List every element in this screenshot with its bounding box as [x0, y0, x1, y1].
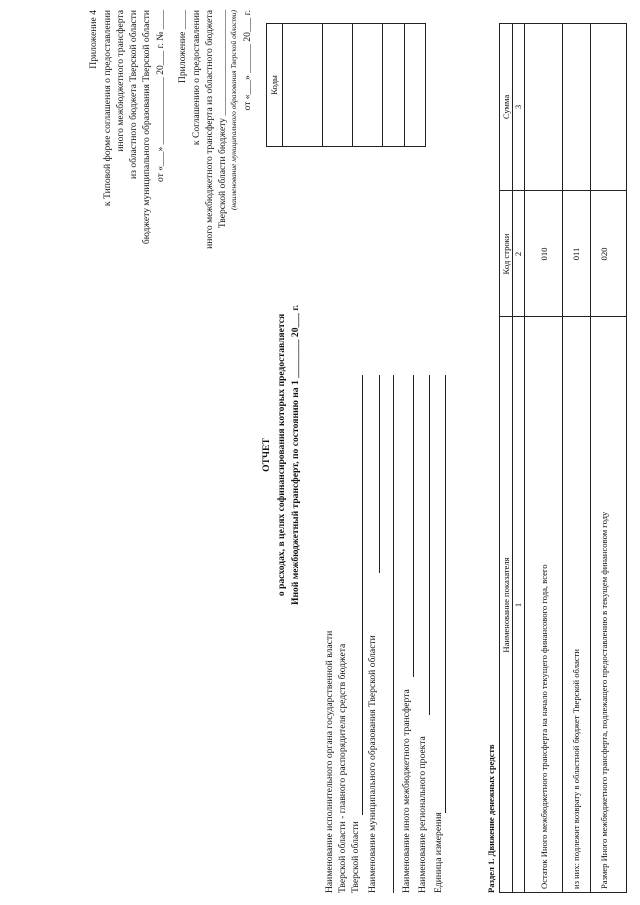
appendix-4-line: к Типовой форме соглашения о предоставлении	[102, 10, 113, 207]
report-date-line: Иной межбюджетный трансферт, по состоянию на 1 ________ 20___ г.	[290, 305, 301, 605]
project-label: Наименование регионального проекта	[417, 736, 428, 893]
column-number: 1	[513, 602, 523, 608]
municipality-fill-line	[379, 375, 380, 573]
table-row-divider	[524, 23, 525, 893]
unit-label: Единица измерения	[433, 812, 444, 893]
codes-divider	[322, 23, 323, 147]
row-code: 011	[571, 247, 581, 261]
report-subtitle: о расходах, в целях софинансирования которых предоставляется	[276, 313, 287, 597]
appendix-4-number: Приложение 4	[88, 10, 99, 69]
row-name: из них: подлежит возврату в областной бюджет Тверской области	[571, 649, 581, 889]
municipality-label: Наименование муниципального образования Тверской области	[367, 635, 378, 893]
row-code: 020	[599, 247, 609, 261]
table-row-divider	[562, 23, 563, 893]
table-row-divider	[512, 23, 513, 893]
report-title: ОТЧЕТ	[261, 438, 272, 472]
transfer-label: Наименование иного межбюджетного трансферта	[401, 689, 412, 893]
appendix-4-line: бюджету муниципального образования Тверской области	[141, 10, 152, 245]
appendix-date: от «___» ______ 20___ г.	[242, 10, 253, 111]
column-header-sum: Сумма	[501, 94, 511, 120]
appendix-line: к Соглашению о предоставлении	[191, 10, 202, 146]
appendix-caption: (наименование муниципального образования Тверской области)	[229, 10, 238, 211]
section-1-title: Раздел 1. Движение денежных средств	[486, 744, 496, 893]
project-fill-line	[429, 375, 430, 715]
codes-header: Коды	[269, 75, 279, 95]
authority-label: Тверской области - главного распорядителя средств бюджета	[337, 643, 348, 893]
codes-divider	[282, 23, 283, 147]
row-code: 010	[539, 247, 549, 261]
authority-label: Тверской области	[350, 821, 361, 893]
appendix-4-line: из областного бюджета Тверской области	[128, 10, 139, 179]
column-header-name: Наименование показателя	[501, 557, 511, 653]
municipality-fill-line	[393, 375, 394, 893]
table-row-divider	[590, 23, 591, 893]
column-header-code: Код строки	[501, 233, 511, 275]
appendix-4-line: иного межбюджетного трансферта	[115, 10, 126, 152]
row-name: Размер Иного межбюджетного трансферта, подлежащего предоставлению в текущем финансовом году	[599, 511, 609, 889]
appendix-line: иного межбюджетного трансферта из областного бюджета	[204, 10, 215, 249]
appendix-line: Тверской области бюджету ______________________	[217, 10, 228, 229]
authority-fill-line	[362, 375, 363, 815]
column-number: 2	[513, 251, 523, 257]
appendix-4-date: от «___» ______________ 20___ г. № ____	[155, 10, 166, 182]
codes-divider	[382, 23, 383, 147]
codes-frame	[266, 23, 426, 147]
authority-label: Наименование исполнительного органа государственной власти	[324, 630, 335, 893]
row-name: Остаток Иного межбюджетного трансферта на начало текущего финансового года, всего	[539, 564, 549, 889]
appendix-number: Приложение ____	[177, 10, 188, 84]
unit-fill-line	[445, 375, 446, 813]
codes-divider	[404, 23, 405, 147]
transfer-fill-line	[413, 375, 414, 677]
column-number: 3	[513, 104, 523, 110]
codes-divider	[352, 23, 353, 147]
